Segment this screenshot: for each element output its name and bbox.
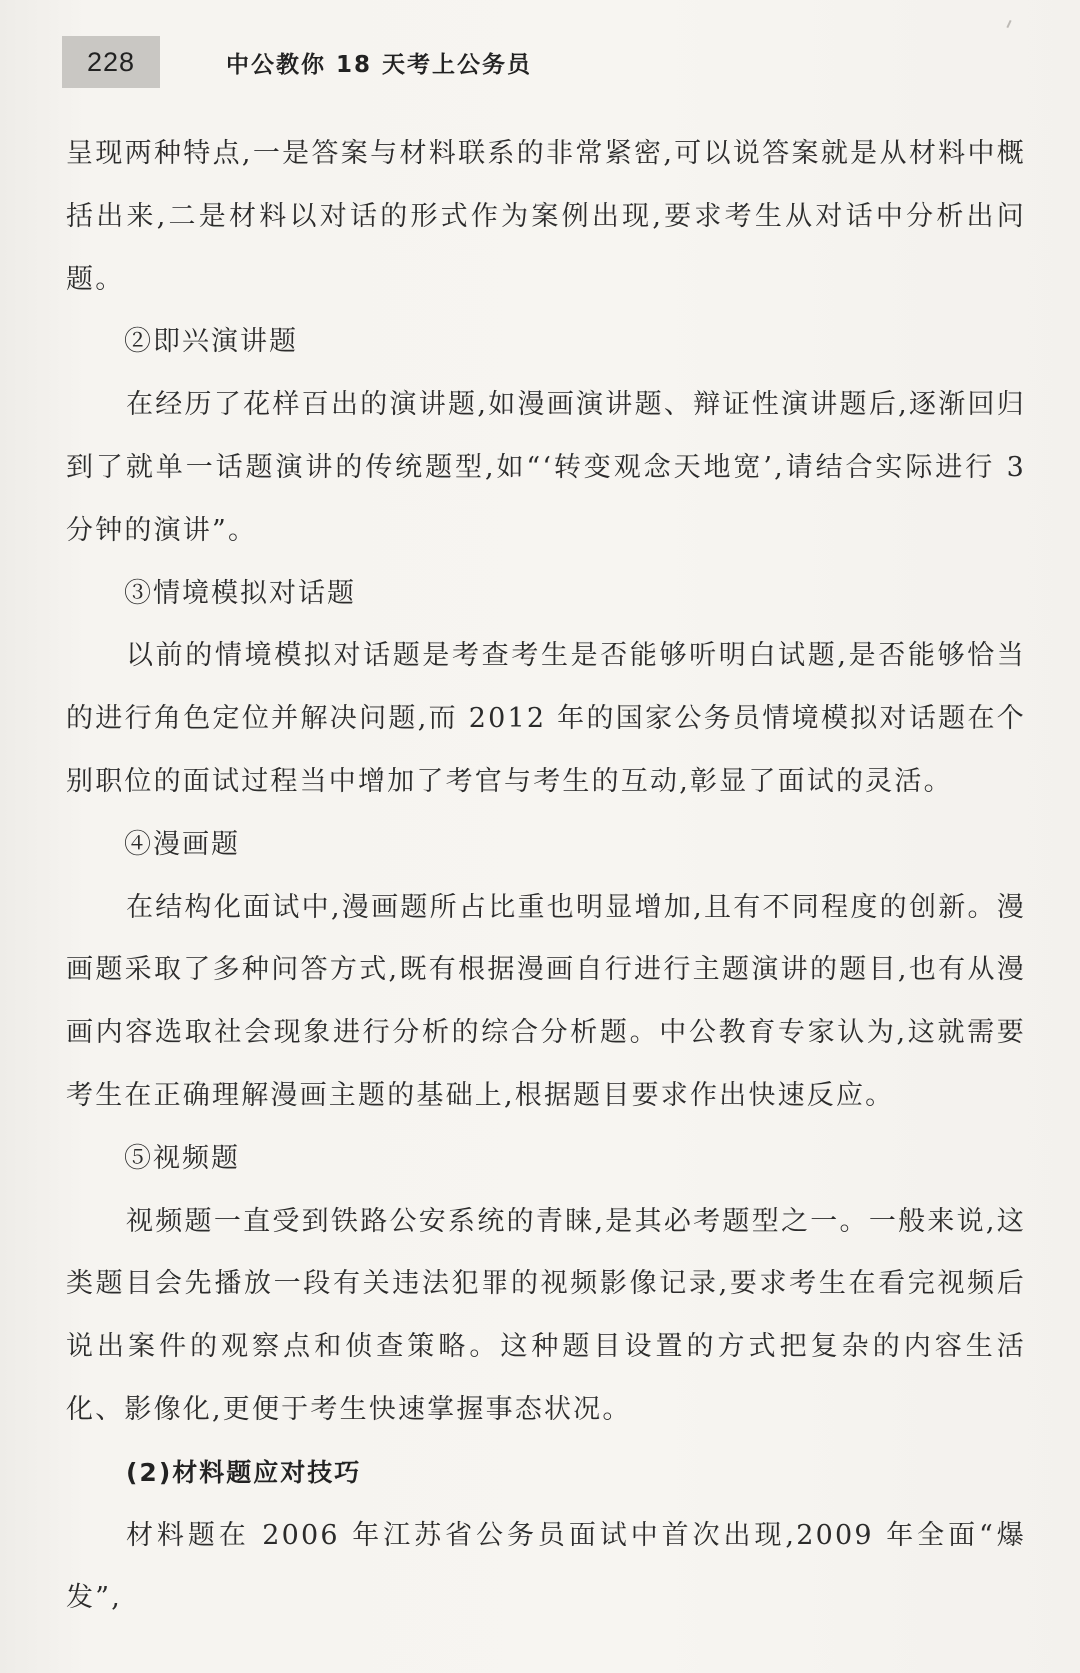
page-mark [1006,20,1011,28]
section-heading-situational-dialogue: ③情境模拟对话题 [124,577,356,609]
section-heading-cartoon: ④漫画题 [124,828,240,860]
paragraph-3: 以前的情境模拟对话题是考查考生是否能够听明白试题,是否能够恰当的进行角色定位并解决问题,而 2012 年的国家公务员情境模拟对话题在个别职位的面试过程当中增加了考官与考生的互动,彰显了面试的灵活。 [66,640,1026,797]
paragraph-5: 视频题一直受到铁路公安系统的青睐,是其必考题型之一。一般来说,这类题目会先播放一段有关违法犯罪的视频影像记录,要求考生在看完视频后说出案件的观察点和侦查策略。这种题目设置的方式把复杂的内容生活化、影像化,更便于考生快速掌握事态状况。 [66,1205,1026,1425]
page-header [62,36,532,88]
paragraph-2: 在经历了花样百出的演讲题,如漫画演讲题、辩证性演讲题后,逐渐回归到了就单一话题演讲的传统题型,如“‘转变观念天地宽’,请结合实际进行 3 分钟的演讲”。 [66,389,1026,546]
section-heading-material-tips: (2)材料题应对技巧 [126,1457,362,1487]
paragraph-1: 呈现两种特点,一是答案与材料联系的非常紧密,可以说答案就是从材料中概括出来,二是材料以对话的形式作为案例出现,要求考生从对话中分析出问题。 [66,138,1026,295]
section-heading-impromptu-speech: ②即兴演讲题 [124,326,298,358]
page-number: 228 [62,36,160,88]
paragraph-6: 材料题在 2006 年江苏省公务员面试中首次出现,2009 年全面“爆发”, [66,1519,1026,1614]
page-body [66,123,1026,1630]
section-heading-video: ⑤视频题 [124,1142,240,1174]
running-title: 中公教你 18 天考上公务员 [226,51,533,78]
paragraph-4: 在结构化面试中,漫画题所占比重也明显增加,且有不同程度的创新。漫画题采取了多种问答方式,既有根据漫画自行进行主题演讲的题目,也有从漫画内容选取社会现象进行分析的综合分析题。中公教育专家认为,这就需要考生在正确理解漫画主题的基础上,根据题目要求作出快速反应。 [66,891,1026,1111]
